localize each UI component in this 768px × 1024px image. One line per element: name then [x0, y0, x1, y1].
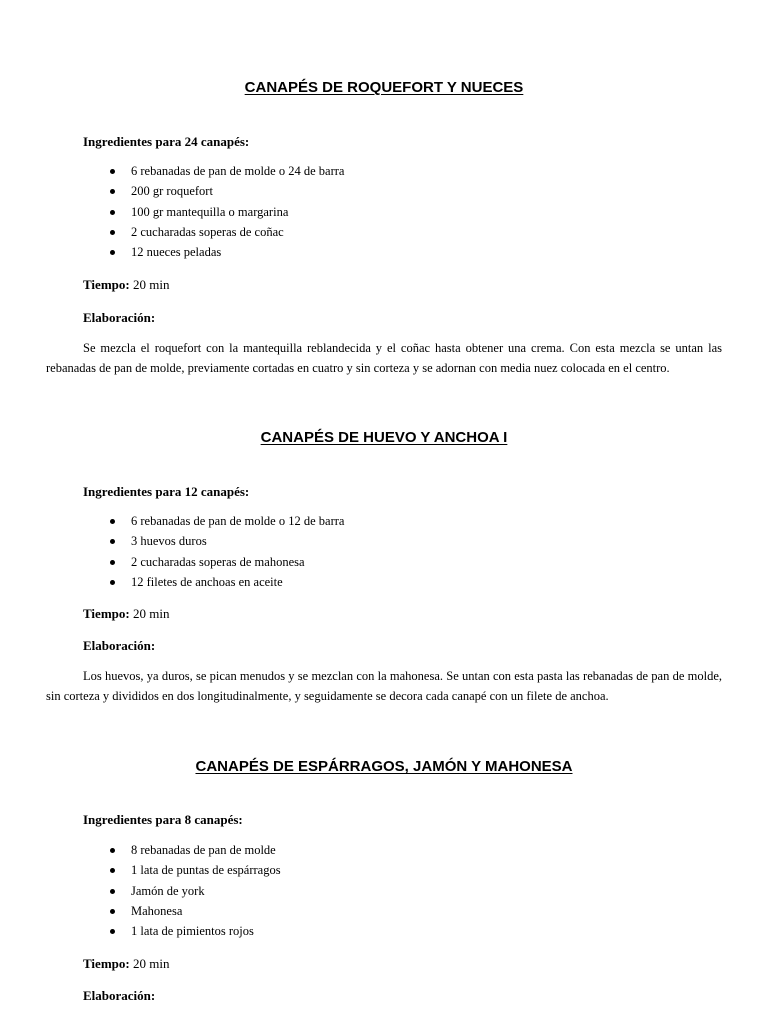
ingredient-item: 3 huevos duros: [0, 531, 344, 551]
ingredient-item: 6 rebanadas de pan de molde o 24 de barra: [0, 161, 344, 181]
elaboration-text: Los huevos, ya duros, se pican menudos y se mezclan con la mahonesa. Se untan con esta pasta las rebanadas de pan de molde, sin corteza y divididos en dos longitudinalmente, y seguidamente se decora cada canapé con un filete de anchoa.: [46, 669, 722, 703]
ingredient-list: [0, 161, 344, 262]
ingredient-item: 1 lata de puntas de espárragos: [0, 860, 281, 880]
elaboration-heading: Elaboración:: [83, 988, 156, 1003]
ingredient-item: 1 lata de pimientos rojos: [0, 921, 281, 941]
bullet-icon: [110, 169, 115, 174]
time-label: Tiempo:: [83, 956, 130, 971]
ingredient-item: 12 filetes de anchoas en aceite: [0, 572, 344, 592]
ingredient-list: [0, 511, 344, 592]
bullet-icon: [110, 909, 115, 914]
bullet-icon: [110, 560, 115, 565]
time-line: [83, 956, 169, 972]
bullet-icon: [110, 929, 115, 934]
elaboration-heading: Elaboración:: [83, 310, 156, 325]
bullet-icon: [110, 250, 115, 255]
ingredients-heading: Ingredientes para 24 canapés:: [83, 134, 250, 149]
time-value: 20 min: [129, 277, 170, 292]
ingredient-item: Jamón de york: [0, 881, 281, 901]
bullet-icon: [110, 848, 115, 853]
time-value: 20 min: [129, 606, 170, 621]
bullet-icon: [110, 230, 115, 235]
ingredient-item: 12 nueces peladas: [0, 242, 344, 262]
ingredient-item: 2 cucharadas soperas de coñac: [0, 222, 344, 242]
bullet-icon: [110, 580, 115, 585]
bullet-icon: [110, 868, 115, 873]
time-value: 20 min: [129, 956, 170, 971]
time-line: [83, 277, 169, 293]
recipe-title: CANAPÉS DE HUEVO Y ANCHOA I: [260, 429, 508, 446]
time-label: Tiempo:: [83, 277, 130, 292]
ingredients-heading: Ingredientes para 12 canapés:: [83, 484, 250, 499]
ingredient-item: 6 rebanadas de pan de molde o 12 de barra: [0, 511, 344, 531]
ingredient-item: 8 rebanadas de pan de molde: [0, 840, 281, 860]
recipe-title: CANAPÉS DE ROQUEFORT Y NUECES: [244, 79, 524, 96]
elaboration-heading: Elaboración:: [83, 638, 156, 653]
ingredient-list: [0, 840, 281, 941]
ingredient-item: 2 cucharadas soperas de mahonesa: [0, 552, 344, 572]
bullet-icon: [110, 539, 115, 544]
bullet-icon: [110, 889, 115, 894]
ingredient-item: 100 gr mantequilla o margarina: [0, 202, 344, 222]
recipe-title: CANAPÉS DE ESPÁRRAGOS, JAMÓN Y MAHONESA: [195, 758, 573, 775]
time-label: Tiempo:: [83, 606, 130, 621]
bullet-icon: [110, 210, 115, 215]
ingredient-item: Mahonesa: [0, 901, 281, 921]
bullet-icon: [110, 189, 115, 194]
time-line: [83, 606, 169, 622]
ingredient-item: 200 gr roquefort: [0, 181, 344, 201]
elaboration-text: Se mezcla el roquefort con la mantequilla reblandecida y el coñac hasta obtener una crema. Con esta mezcla se untan las rebanadas de pan de molde, previamente cortadas en cuatro y sin corteza y se adornan con media nuez colocada en el centro.: [46, 341, 722, 375]
ingredients-heading: Ingredientes para 8 canapés:: [83, 812, 243, 827]
bullet-icon: [110, 519, 115, 524]
